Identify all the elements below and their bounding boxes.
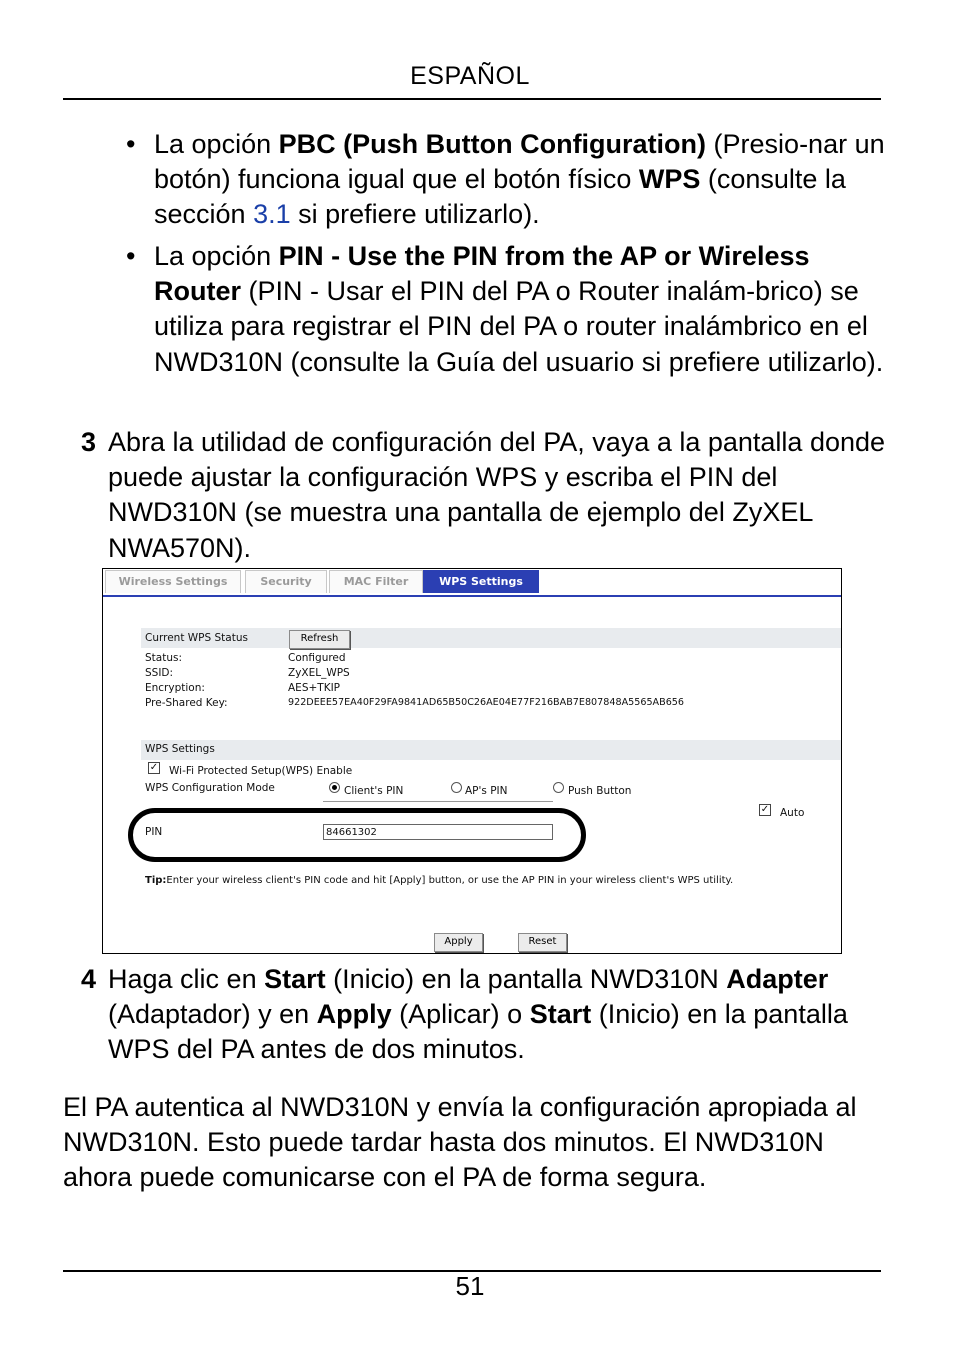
ssid-value: ZyXEL_WPS [288, 667, 350, 679]
encryption-value: AES+TKIP [288, 682, 341, 694]
wps-section-band [141, 740, 841, 760]
bullet-text: (Presio-nar un botón) funciona igual que el botón físico [154, 129, 885, 195]
bullet-text: si prefiere utilizarlo). [290, 199, 540, 230]
pin-highlight-oval [128, 808, 586, 862]
tab-security[interactable]: Security [245, 570, 327, 593]
bullet-dot: • [126, 241, 136, 271]
wps-section-title: WPS Settings [145, 743, 215, 755]
pin-input[interactable]: 84661302 [323, 824, 553, 840]
step-bold-term: Adapter [726, 964, 829, 994]
status-label: Status: [145, 652, 182, 664]
step-bold-term: Apply [316, 999, 392, 1030]
tab-wps-settings[interactable]: WPS Settings [423, 570, 539, 593]
radio-aps-pin[interactable] [451, 782, 462, 793]
bullet-dot: • [126, 129, 136, 159]
step-4 [81, 962, 898, 1068]
radio-push-button[interactable] [553, 782, 564, 793]
status-value: Configured [288, 652, 346, 664]
radio-clients-pin-label: Client's PIN [344, 785, 404, 797]
radio-aps-pin-label: AP's PIN [465, 785, 508, 797]
step-bold-term: Start [264, 964, 326, 994]
tip-text [145, 875, 733, 886]
tip-bold: Tip: [145, 875, 167, 886]
step-text: (Inicio) en la pantalla NWD310N [325, 964, 727, 994]
mode-underline [323, 801, 553, 802]
tip-body: Enter your wireless client's PIN code and hit [Apply] button, or use the AP PIN in your wireless client's WPS utility. [166, 875, 734, 886]
wps-settings-screenshot [102, 568, 842, 954]
tab-mac-filter[interactable]: MAC Filter [329, 570, 423, 593]
wps-enable-label: Wi-Fi Protected Setup(WPS) Enable [169, 765, 353, 777]
reset-button[interactable]: Reset [518, 933, 567, 952]
bullet-pbc [126, 127, 894, 233]
step-text: (Adaptador) y en [108, 999, 317, 1030]
step-text: Abra la utilidad de configuración del PA, vaya a la pantalla donde puede ajustar la configuración WPS y escriba el PIN del NWD310N (se muestra una pantalla de ejemplo del ZyXEL NWA570N). [108, 427, 886, 563]
step-bold-term: Start [529, 999, 592, 1030]
radio-push-button-label: Push Button [568, 785, 632, 797]
auto-label: Auto [780, 807, 805, 819]
bullet-bold-term: WPS [638, 164, 701, 195]
step-text: (Aplicar) o [391, 999, 530, 1030]
tab-bar [103, 569, 841, 597]
tab-wireless-settings[interactable]: Wireless Settings [105, 570, 241, 593]
bullet-pin [126, 239, 894, 380]
ssid-label: SSID: [145, 667, 174, 679]
bullet-text: (consulte la sección [154, 164, 846, 230]
status-section-title: Current WPS Status [145, 632, 248, 644]
header-rule [63, 98, 881, 100]
step-text: Haga clic en [108, 964, 265, 994]
wps-mode-label: WPS Configuration Mode [145, 782, 275, 794]
bullet-text: La opción [154, 241, 279, 271]
auto-checkbox[interactable]: ✓ [760, 804, 770, 815]
psk-value: 922DEEE57EA40F29FA9841AD65B50C26AE04E77F216BAB7E807848A5565AB656 [288, 697, 684, 708]
bullet-bold-term: PIN - Use the PIN from the AP or Wireless Router [154, 241, 810, 307]
step-number: 3 [81, 427, 97, 457]
pin-label: PIN [145, 826, 163, 838]
encryption-label: Encryption: [145, 682, 205, 694]
header-language: ESPAÑOL [410, 62, 530, 90]
step-3 [81, 425, 898, 566]
closing-paragraph: El PA autentica al NWD310N y envía la configuración apropiada al NWD310N. Esto puede tardar hasta dos minutos. El NWD310N ahora puede comunicarse con el PA de forma segura. [63, 1092, 857, 1193]
page-number: 51 [455, 1271, 485, 1301]
radio-clients-pin[interactable] [329, 782, 340, 793]
step-text: (Inicio) en la pantalla WPS del PA antes de dos minutos. [108, 999, 848, 1065]
step-number: 4 [81, 964, 97, 994]
refresh-button[interactable]: Refresh [289, 630, 350, 649]
apply-button[interactable]: Apply [434, 933, 483, 952]
section-link[interactable]: 3.1 [253, 199, 291, 230]
bullet-bold-term: PBC (Push Button Configuration) [278, 129, 707, 159]
bullet-text: La opción [154, 129, 279, 159]
wps-enable-checkbox[interactable]: ✓ [149, 762, 159, 773]
bullet-text: (PIN - Usar el PIN del PA o Router inalám-brico) se utiliza para registrar el PIN del PA o router inalámbrico en el NWD310N (consulte la Guía del usuario si prefiere utilizarlo). [154, 276, 884, 377]
psk-label: Pre-Shared Key: [145, 697, 228, 709]
